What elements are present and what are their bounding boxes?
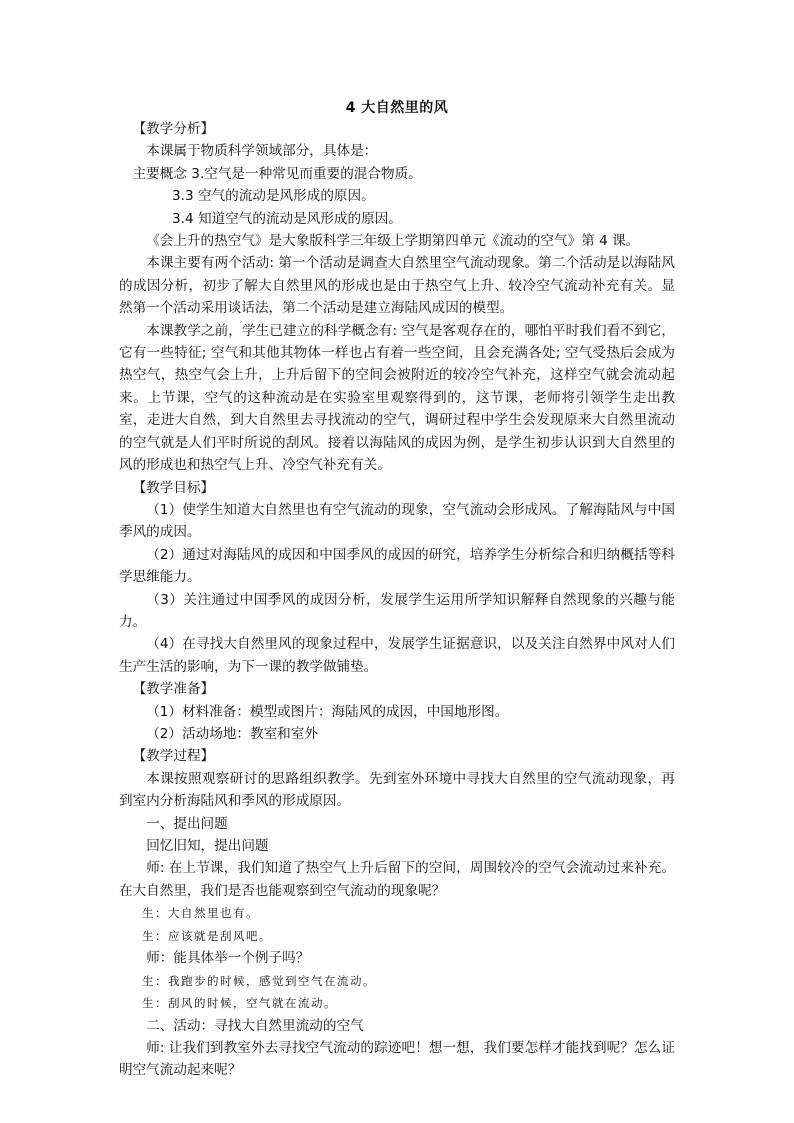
subheading: 一、提出问题 [146, 815, 228, 832]
teacher-line: 师: 在上节课，我们知道了热空气上升后留下的空间，周围较冷的空气会流动过来补充。在大自然里，我们是否也能观察到空气流动的现象呢？ [119, 860, 675, 899]
subheading: 二、活动：寻找大自然里流动的空气 [146, 1017, 364, 1034]
document-title: 4 大自然里的风 [345, 100, 449, 116]
paragraph: 3.4 知道空气的流动是风形成的原因。 [172, 210, 402, 227]
paragraph: 本课属于物质科学领域部分，具体是： [146, 143, 378, 160]
paragraph: 3.3 空气的流动是风形成的原因。 [172, 188, 375, 205]
paragraph: 本课主要有两个活动: 第一个活动是调查大自然里空气流动现象。第二个活动是以海陆风的成因分析，初步了解大自然里风的形成也是由于热空气上升、较冷空气流动补充有关。显然第一个活动采用谈话法，第二个活动是建立海陆风成因的模型。 [119, 255, 675, 317]
paragraph: （1）材料准备：模型或图片：海陆风的成因，中国地形图。 [146, 703, 509, 720]
paragraph: 回忆旧知，提出问题 [146, 838, 269, 854]
paragraph: 《会上升的热空气》是大象版科学三年级上学期第四单元《流动的空气》第 4 课。 [146, 233, 640, 250]
section-heading-process: 【教学过程】 [132, 748, 215, 765]
paragraph: 主要概念 3.空气是一种常见而重要的混合物质。 [132, 165, 422, 182]
student-line: 生：刮风的时候，空气就在流动。 [142, 996, 337, 1011]
teacher-line: 师：能具体举一个例子吗？ [146, 950, 310, 967]
student-line: 生：应该就是刮风吧。 [142, 928, 272, 943]
paragraph: 本课教学之前，学生已建立的科学概念有: 空气是客观存在的，哪怕平时我们看不到它，它有一些特征; 空气和其他其物体一样也占有着一些空间，且会充满各处; 空气受热后会成为热空气，热空气会上升，上升后留下的空间会被附近的较冷空气补充，这样空气就会流动起来。上节课，空气的这种流动是在实验室里观察得到的，这节课，老师将引领学生走出教室，走进大自然，到大自然里去寻找流动的空气，调研过程中学生会发现原来大自然里流动的空气就是人们平时所说的刮风。接着以海陆风的成因为例，是学生初步认识到大自然里的风的形成也和热空气上升、冷空气补充有关。 [119, 322, 675, 474]
paragraph: 本课按照观察研讨的思路组织教学。先到室外环境中寻找大自然里的空气流动现象，再到室内分析海陆风和季风的形成原因。 [119, 770, 675, 810]
student-line: 生：我跑步的时候，感觉到空气在流动。 [142, 973, 376, 988]
paragraph: （2）通过对海陆风的成因和中国季风的成因的研究，培养学生分析综合和归纳概括等科学思维能力。 [119, 546, 675, 586]
paragraph: （1）使学生知道大自然里也有空气流动的现象，空气流动会形成风。了解海陆风与中国季风的成因。 [119, 501, 675, 541]
paragraph: （4）在寻找大自然里风的现象过程中，发展学生证据意识，以及关注自然界中风对人们生产生活的影响，为下一课的教学做铺垫。 [119, 636, 675, 675]
section-heading-objectives: 【教学目标】 [132, 479, 215, 496]
section-heading-analysis: 【教学分析】 [132, 121, 215, 137]
student-line: 生：大自然里也有。 [142, 906, 259, 921]
paragraph: （2）活动场地：教室和室外 [146, 725, 318, 742]
paragraph: （3）关注通过中国季风的成因分析，发展学生运用所学知识解释自然现象的兴趣与能力。 [119, 591, 675, 630]
document-body [119, 118, 675, 1082]
teacher-line: 师: 让我们到教室外去寻找空气流动的踪迹吧！想一想，我们要怎样才能找到呢？怎么证明空气流动起来呢？ [119, 1040, 675, 1079]
section-heading-preparation: 【教学准备】 [132, 681, 215, 698]
